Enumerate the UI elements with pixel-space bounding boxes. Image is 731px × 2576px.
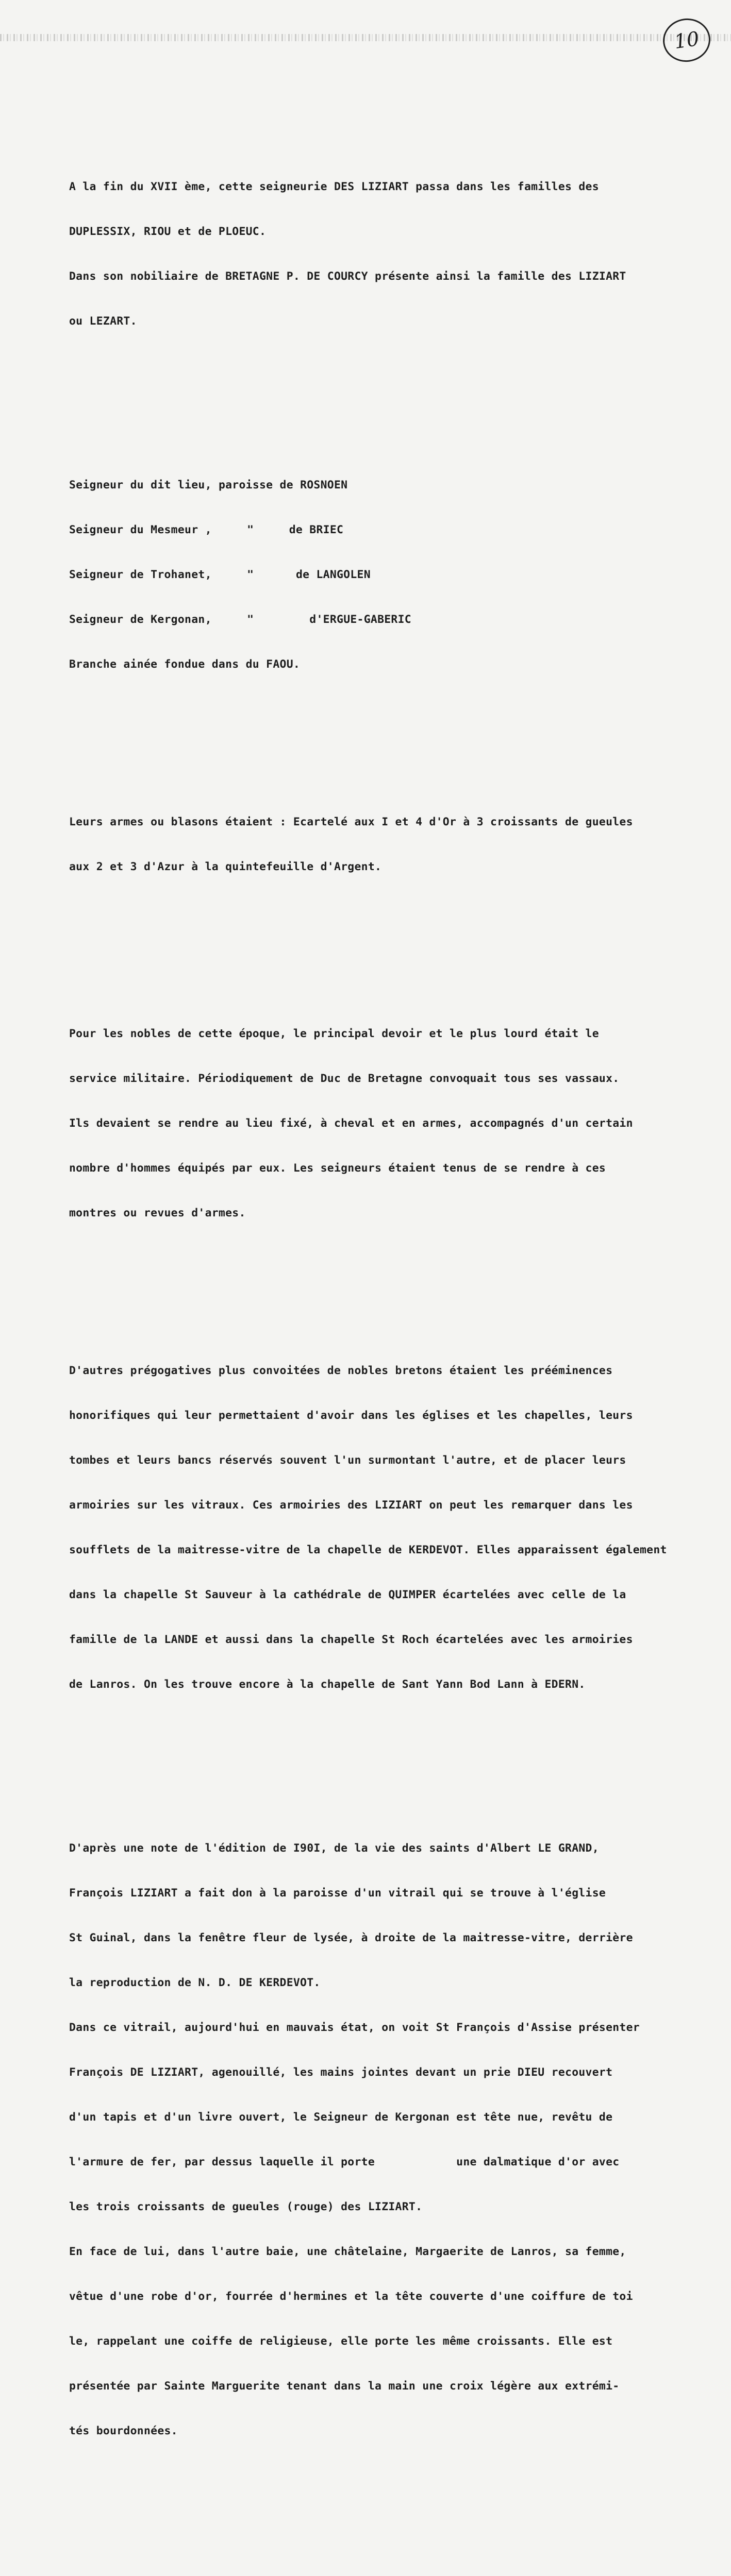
text-line: tombes et leurs bancs réservés souvent l'un surmontant l'autre, et de placer leurs	[69, 1454, 626, 1467]
lordship-row	[69, 612, 719, 627]
lordship-footer: Branche ainée fondue dans du FAOU.	[69, 658, 301, 671]
paragraph-stained-glass	[69, 1811, 719, 2468]
lordship-place: d'ERGUE-GABERIC	[309, 613, 411, 626]
text-line: D'après une note de l'édition de I90I, de la vie des saints d'Albert LE GRAND,	[69, 1842, 599, 1855]
text-line: DUPLESSIX, RIOU et de PLOEUC.	[69, 225, 267, 238]
text-line: dans la chapelle St Sauveur à la cathédrale de QUIMPER écartelées avec celle de la	[69, 1588, 626, 1601]
text-line: soufflets de la maitresse-vitre de la chapelle de KERDEVOT. Elles apparaissent également	[69, 1544, 667, 1556]
paragraph-conclusion	[69, 2551, 719, 2576]
text-line: François DE LIZIART, agenouillé, les mains jointes devant un prie DIEU recouvert	[69, 2066, 613, 2079]
scan-edge-artifact	[0, 34, 731, 41]
paragraph-prerogatives	[69, 1333, 719, 1722]
text-line: la reproduction de N. D. DE KERDEVOT.	[69, 1976, 321, 1989]
text-line: de Lanros. On les trouve encore à la chapelle de Sant Yann Bod Lann à EDERN.	[69, 1678, 586, 1691]
text-line: Ils devaient se rendre au lieu fixé, à cheval et en armes, accompagnés d'un certain	[69, 1117, 633, 1130]
ditto-mark: "	[247, 523, 254, 536]
text-line: Dans ce vitrail, aujourd'hui en mauvais état, on voit St François d'Assise présenter	[69, 2021, 640, 2034]
text-line: l'armure de fer, par dessus laquelle il porte une dalmatique d'or avec	[69, 2156, 620, 2168]
text-line: tés bourdonnées.	[69, 2425, 178, 2437]
text-line: En face de lui, dans l'autre baie, une châtelaine, Margaerite de Lanros, sa femme,	[69, 2245, 626, 2258]
text-line: nombre d'hommes équipés par eux. Les seigneurs étaient tenus de se rendre à ces	[69, 1162, 606, 1175]
text-line: d'un tapis et d'un livre ouvert, le Seigneur de Kergonan est tête nue, revêtu de	[69, 2111, 613, 2124]
paragraph-intro	[69, 149, 719, 359]
text-line: D'autres prégogatives plus convoitées de nobles bretons étaient les prééminences	[69, 1364, 613, 1377]
text-line: montres ou revues d'armes.	[69, 1207, 246, 1219]
lordship-place: paroisse de ROSNOEN	[218, 479, 348, 492]
text-line: François LIZIART a fait don à la paroisse d'un vitrail qui se trouve à l'église	[69, 1887, 606, 1900]
lordship-place: de LANGOLEN	[295, 568, 371, 581]
lordship-title: Seigneur du dit lieu,	[69, 479, 212, 492]
lordships-list	[69, 448, 719, 702]
text-line: Pour les nobles de cette époque, le principal devoir et le plus lourd était le	[69, 1027, 599, 1040]
lordship-title: Seigneur de Kergonan,	[69, 613, 212, 626]
lordship-title: Seigneur de Trohanet,	[69, 568, 212, 581]
paragraph-arms	[69, 785, 719, 904]
text-line: les trois croissants de gueules (rouge) des LIZIART.	[69, 2200, 423, 2213]
text-line: ou LEZART.	[69, 315, 137, 328]
lordship-row	[69, 567, 719, 582]
lordship-row	[69, 478, 719, 493]
lordship-title: Seigneur du Mesmeur ,	[69, 523, 212, 536]
text-line: aux 2 et 3 d'Azur à la quintefeuille d'Argent.	[69, 860, 382, 873]
text-line: St Guinal, dans la fenêtre fleur de lysée, à droite de la maitresse-vitre, derrière	[69, 1931, 633, 1944]
text-line: honorifiques qui leur permettaient d'avoir dans les églises et les chapelles, leurs	[69, 1409, 633, 1422]
text-line: armoiries sur les vitraux. Ces armoiries des LIZIART on peut les remarquer dans les	[69, 1499, 633, 1512]
paragraph-military-service	[69, 996, 719, 1250]
text-line: Leurs armes ou blasons étaient : Ecartelé aux I et 4 d'Or à 3 croissants de gueules	[69, 816, 633, 828]
page-number: 10	[660, 15, 713, 65]
lordship-place: de BRIEC	[289, 523, 344, 536]
text-line: A la fin du XVII ème, cette seigneurie DES LIZIART passa dans les familles des	[69, 180, 599, 193]
ditto-mark: "	[247, 613, 254, 626]
ditto-mark: "	[247, 568, 254, 581]
text-line: famille de la LANDE et aussi dans la chapelle St Roch écartelées avec les armoiries	[69, 1633, 633, 1646]
text-line: Dans son nobiliaire de BRETAGNE P. DE COURCY présente ainsi la famille des LIZIART	[69, 270, 626, 283]
document-body	[69, 120, 719, 2576]
lordship-row	[69, 522, 719, 537]
text-line: présentée par Sainte Marguerite tenant dans la main une croix légère aux extrémi-	[69, 2380, 620, 2393]
text-line: vêtue d'une robe d'or, fourrée d'hermines et la tête couverte d'une coiffure de toi	[69, 2290, 633, 2303]
text-line: le, rappelant une coiffe de religieuse, elle porte les même croissants. Elle est	[69, 2335, 613, 2348]
text-line: service militaire. Périodiquement de Duc de Bretagne convoquait tous ses vassaux.	[69, 1072, 620, 1085]
